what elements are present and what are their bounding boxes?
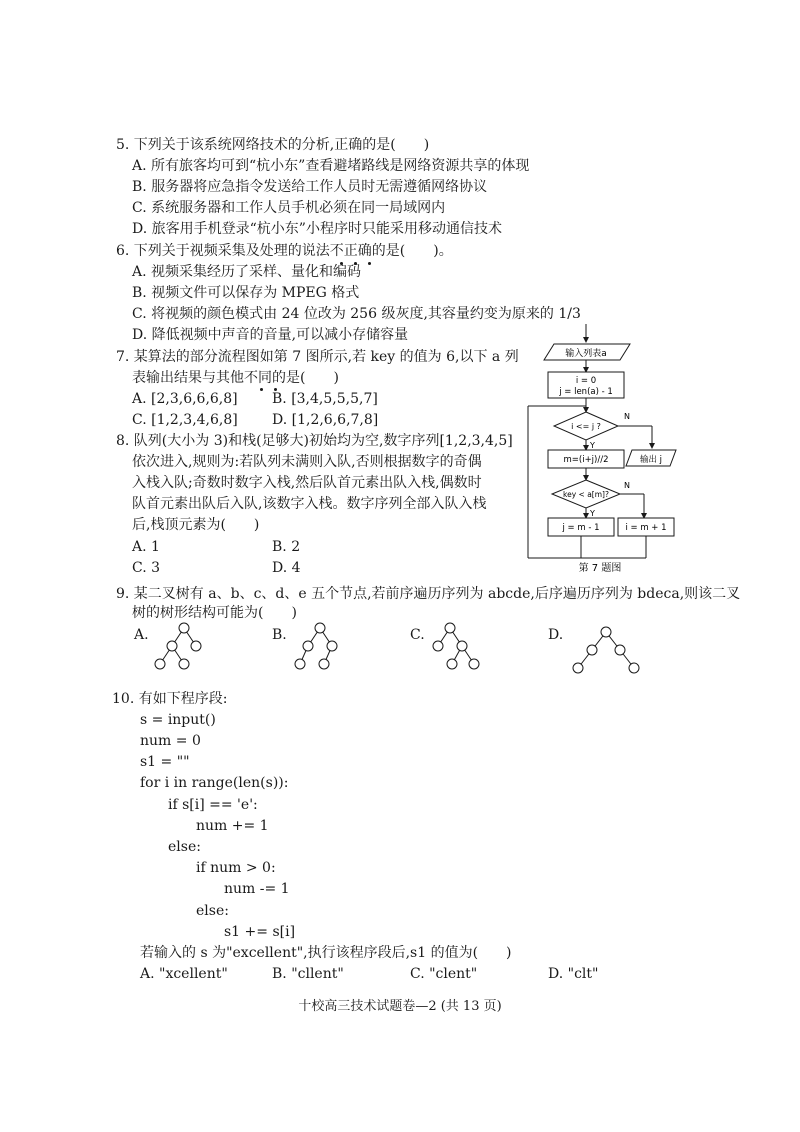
code-line-1: s = input() — [140, 712, 216, 728]
flowchart-yes-label-2: Y — [590, 509, 595, 518]
q6-stem: 6. 下列关于视频采集及处理的说法不正确的是( )。 — [116, 243, 453, 259]
q10-option-d: D. "clt" — [548, 966, 599, 982]
q10-question: 若输入的 s 为"excellent",执行该程序段后,s1 的值为( ) — [140, 945, 512, 961]
q9-option-a-tree — [150, 620, 220, 680]
q10-option-a: A. "xcellent" — [140, 966, 228, 982]
q8-stem-line1: 8. 队列(大小为 3)和栈(足够大)初始均为空,数字序列[1,2,3,4,5] — [116, 433, 513, 449]
q7-stem-line1: 7. 某算法的部分流程图如第 7 图所示,若 key 的值为 6,以下 a 列 — [116, 349, 519, 365]
q8-stem-line2: 依次进入,规则为:若队列未满则入队,否则根据数字的奇偶 — [132, 454, 482, 470]
flowchart-mid-text: m=(i+j)//2 — [563, 455, 609, 465]
code-line-3: s1 = "" — [140, 754, 190, 770]
q7-option-c: C. [1,2,3,4,6,8] — [132, 412, 238, 428]
emphasis-dot — [368, 262, 371, 265]
q8-option-a: A. 1 — [132, 539, 160, 555]
q8-stem-line3: 入栈入队;奇数时数字入栈,然后队首元素出队入栈,偶数时 — [132, 475, 482, 491]
q7-option-a: A. [2,3,6,6,6,8] — [132, 391, 238, 407]
code-line-10: else: — [196, 903, 229, 919]
q10-stem: 10. 有如下程序段: — [112, 691, 228, 707]
q8-stem-line5: 后,栈顶元素为( ) — [132, 517, 260, 533]
q8-option-b: B. 2 — [272, 539, 301, 555]
flowchart-cond1-text: i <= j ? — [571, 422, 601, 431]
flowchart-assign-i-text: i = m + 1 — [625, 523, 667, 533]
flowchart-input-text: 输入列表a — [565, 349, 607, 359]
code-line-8: if num > 0: — [196, 860, 276, 876]
emphasis-dot — [260, 388, 263, 391]
q9-option-c-label: C. — [410, 627, 425, 643]
q5-option-c: C. 系统服务器和工作人员手机必须在同一局域网内 — [132, 200, 446, 216]
q10-option-b: B. "cllent" — [272, 966, 344, 982]
code-line-6: num += 1 — [196, 818, 269, 834]
q9-stem-line2: 树的树形结构可能为( ) — [132, 605, 297, 621]
code-line-5: if s[i] == 'e': — [168, 797, 258, 813]
q8-option-d: D. 4 — [272, 560, 301, 576]
q5-option-b: B. 服务器将应急指令发送给工作人员时无需遵循网络协议 — [132, 179, 488, 195]
q6-option-b: B. 视频文件可以保存为 MPEG 格式 — [132, 285, 360, 301]
q9-option-a-label: A. — [134, 627, 149, 643]
code-line-7: else: — [168, 839, 201, 855]
q9-option-b-label: B. — [272, 627, 287, 643]
q9-option-b-tree — [290, 620, 360, 682]
flowchart-yes-label: Y — [590, 441, 595, 450]
flowchart-no-label: N — [624, 412, 630, 421]
flowchart-caption: 第 7 题图 — [578, 563, 622, 572]
q10-option-c: C. "clent" — [410, 966, 478, 982]
q9-stem-line1: 9. 某二叉树有 a、b、c、d、e 五个节点,若前序遍历序列为 abcde,后序遍历序列为 bdeca,则该二叉 — [116, 586, 741, 602]
q5-option-a: A. 所有旅客均可到“杭小东”查看避堵路线是网络资源共享的体现 — [132, 158, 530, 174]
q6-option-d: D. 降低视频中声音的音量,可以减小存储容量 — [132, 327, 409, 343]
q7-option-b: B. [3,4,5,5,5,7] — [272, 391, 378, 407]
code-line-9: num -= 1 — [224, 881, 290, 897]
code-line-2: num = 0 — [140, 733, 201, 749]
q7-stem-line2: 表输出结果与其他不同的是( ) — [132, 370, 339, 386]
code-line-4: for i in range(len(s)): — [140, 775, 289, 791]
q9-option-d-tree — [566, 624, 646, 680]
q6-option-c: C. 将视频的颜色模式由 24 位改为 256 级灰度,其容量约变为原来的 1/3 — [132, 306, 581, 322]
q8-option-c: C. 3 — [132, 560, 161, 576]
flowchart-output-text: 输出 j — [639, 455, 663, 465]
flowchart-cond2-text: key < a[m]? — [563, 490, 609, 499]
q9-option-d-label: D. — [548, 627, 564, 643]
q7-option-d: D. [1,2,6,6,7,8] — [272, 412, 379, 428]
page-footer: 十校高三技术试题卷—2 (共 13 页) — [298, 999, 502, 1014]
q5-stem: 5. 下列关于该系统网络技术的分析,正确的是( ) — [116, 137, 430, 153]
flowchart-figure-7 — [520, 322, 680, 572]
flowchart-init-j: j = len(a) - 1 — [559, 387, 613, 397]
code-line-11: s1 += s[i] — [224, 924, 296, 940]
q6-option-a: A. 视频采集经历了采样、量化和编码 — [132, 264, 362, 280]
flowchart-no-label-2: N — [624, 481, 630, 490]
q5-option-d: D. 旅客用手机登录“杭小东”小程序时只能采用移动通信技术 — [132, 221, 502, 237]
q9-option-c-tree — [428, 620, 498, 680]
flowchart-assign-j-text: j = m - 1 — [562, 523, 600, 533]
q8-stem-line4: 队首元素出队后入队,该数字入栈。数字序列全部入队入栈 — [132, 496, 487, 512]
flowchart-init-i: i = 0 — [575, 376, 597, 386]
